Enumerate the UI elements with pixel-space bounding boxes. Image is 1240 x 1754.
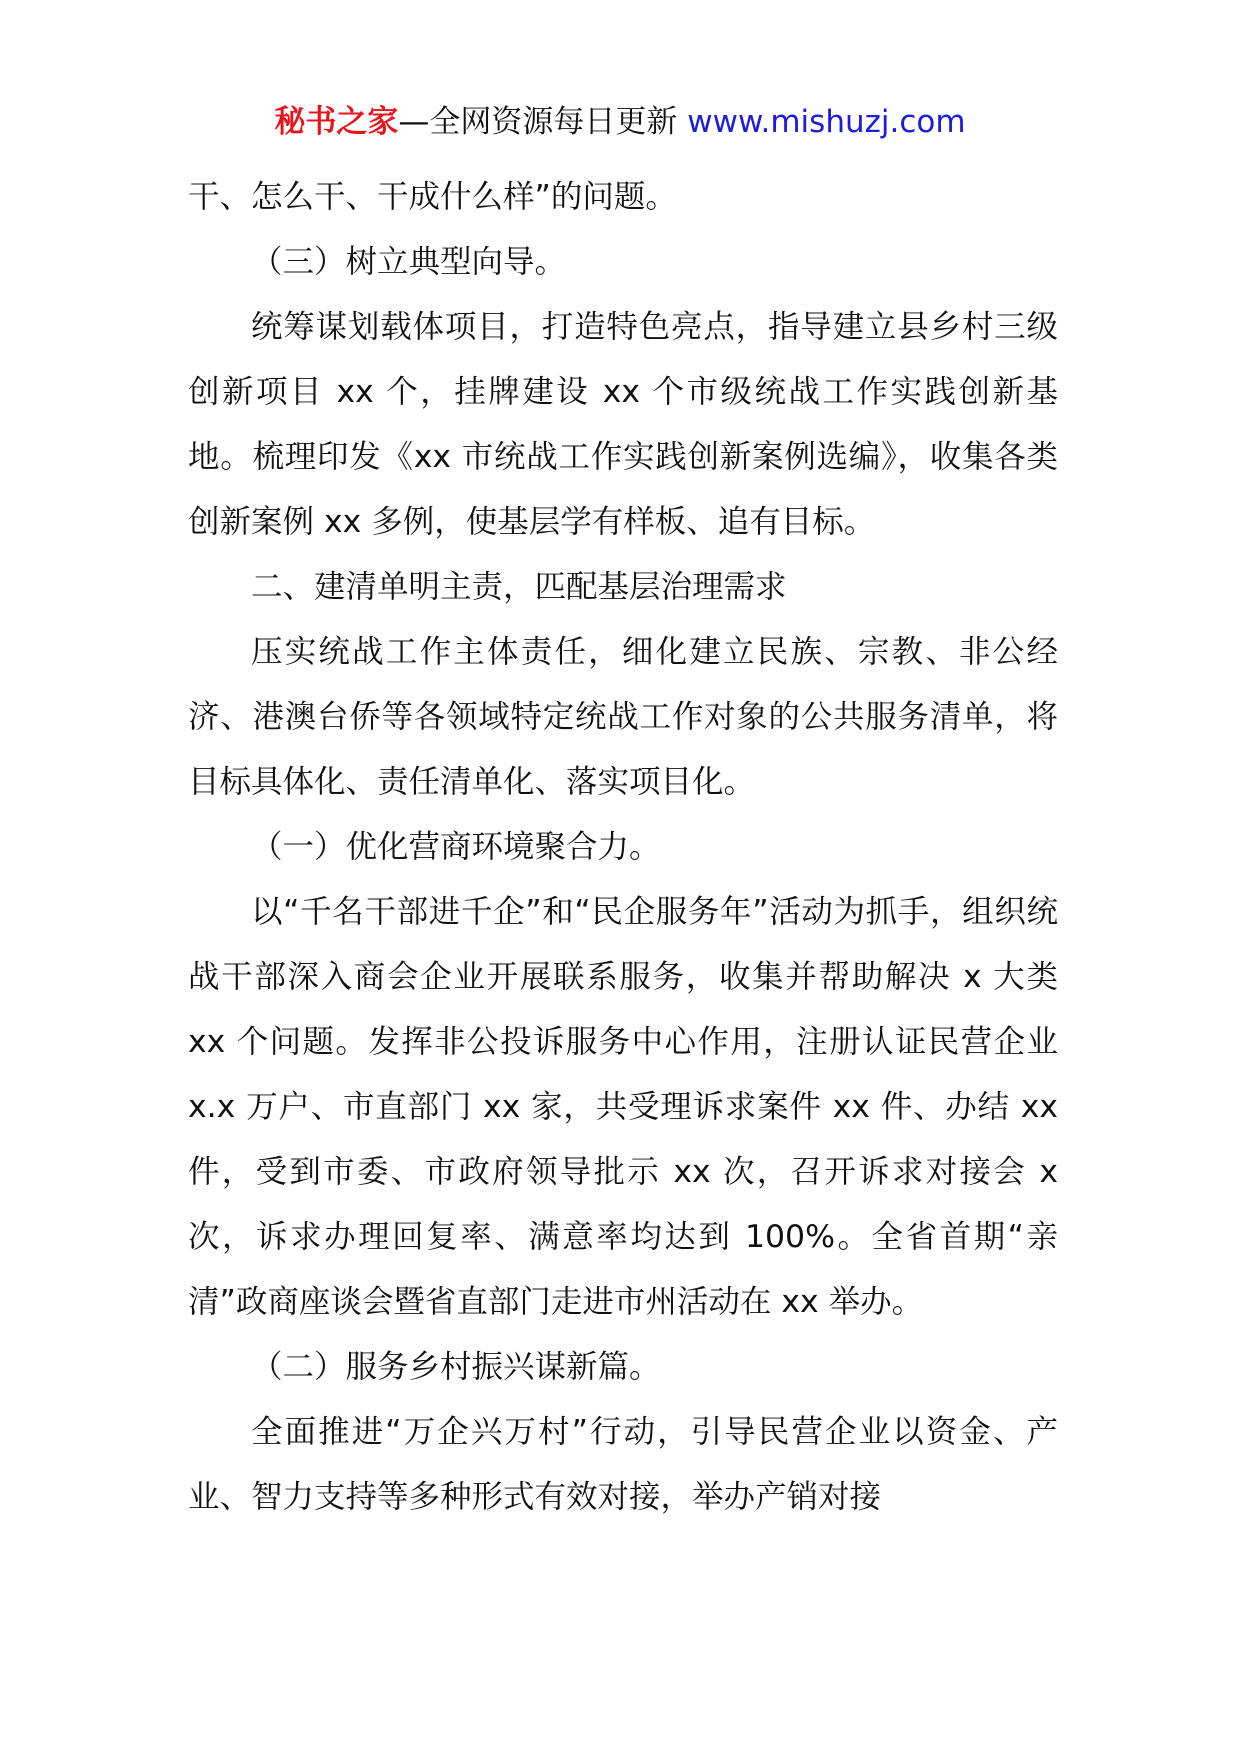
paragraph: 以“千名干部进千企”和“民企服务年”活动为抓手，组织统战干部深入商会企业开展联系服务，收集并帮助解决 x 大类 xx 个问题。发挥非公投诉服务中心作用，注册认证民营企业 x.x 万户、市直部门 xx 家，共受理诉求案件 xx 件、办结 xx 件，受到市委、市政府领导批示 xx 次，召开诉求对接会 x 次，诉求办理回复率、满意率均达到 100%。全省首期“亲清”政商座谈会暨省直部门走进市州活动在 xx 举办。 (188, 894, 1058, 1320)
site-brand: 秘书之家 (274, 104, 399, 140)
paragraph: 压实统战工作主体责任，细化建立民族、宗教、非公经济、港澳台侨等各领域特定统战工作对象的公共服务清单，将目标具体化、责任清单化、落实项目化。 (188, 634, 1058, 800)
site-tagline: —全网资源每日更新 (398, 104, 688, 140)
subsection-heading-3: （三）树立典型向导。 (251, 244, 567, 280)
subsection-heading-1: （一）优化营商环境聚合力。 (251, 829, 661, 865)
paragraph-continuation: 干、怎么干、干成什么样”的问题。 (188, 179, 677, 215)
paragraph: 全面推进“万企兴万村”行动，引导民营企业以资金、产业、智力支持等多种形式有效对接，举办产销对接 (188, 1414, 1058, 1515)
paragraph: 统筹谋划载体项目，打造特色亮点，指导建立县乡村三级创新项目 xx 个，挂牌建设 xx 个市级统战工作实践创新基地。梳理印发《xx 市统战工作实践创新案例选编》，收集各类创新案例 xx 多例，使基层学有样板、追有目标。 (188, 309, 1058, 540)
site-header (0, 100, 1240, 144)
site-url-link[interactable]: www.mishuzj.com (687, 104, 966, 140)
section-heading-2: 二、建清单明主责，匹配基层治理需求 (251, 569, 787, 605)
subsection-heading-2: （二）服务乡村振兴谋新篇。 (251, 1349, 661, 1385)
document-body (188, 165, 1058, 1530)
